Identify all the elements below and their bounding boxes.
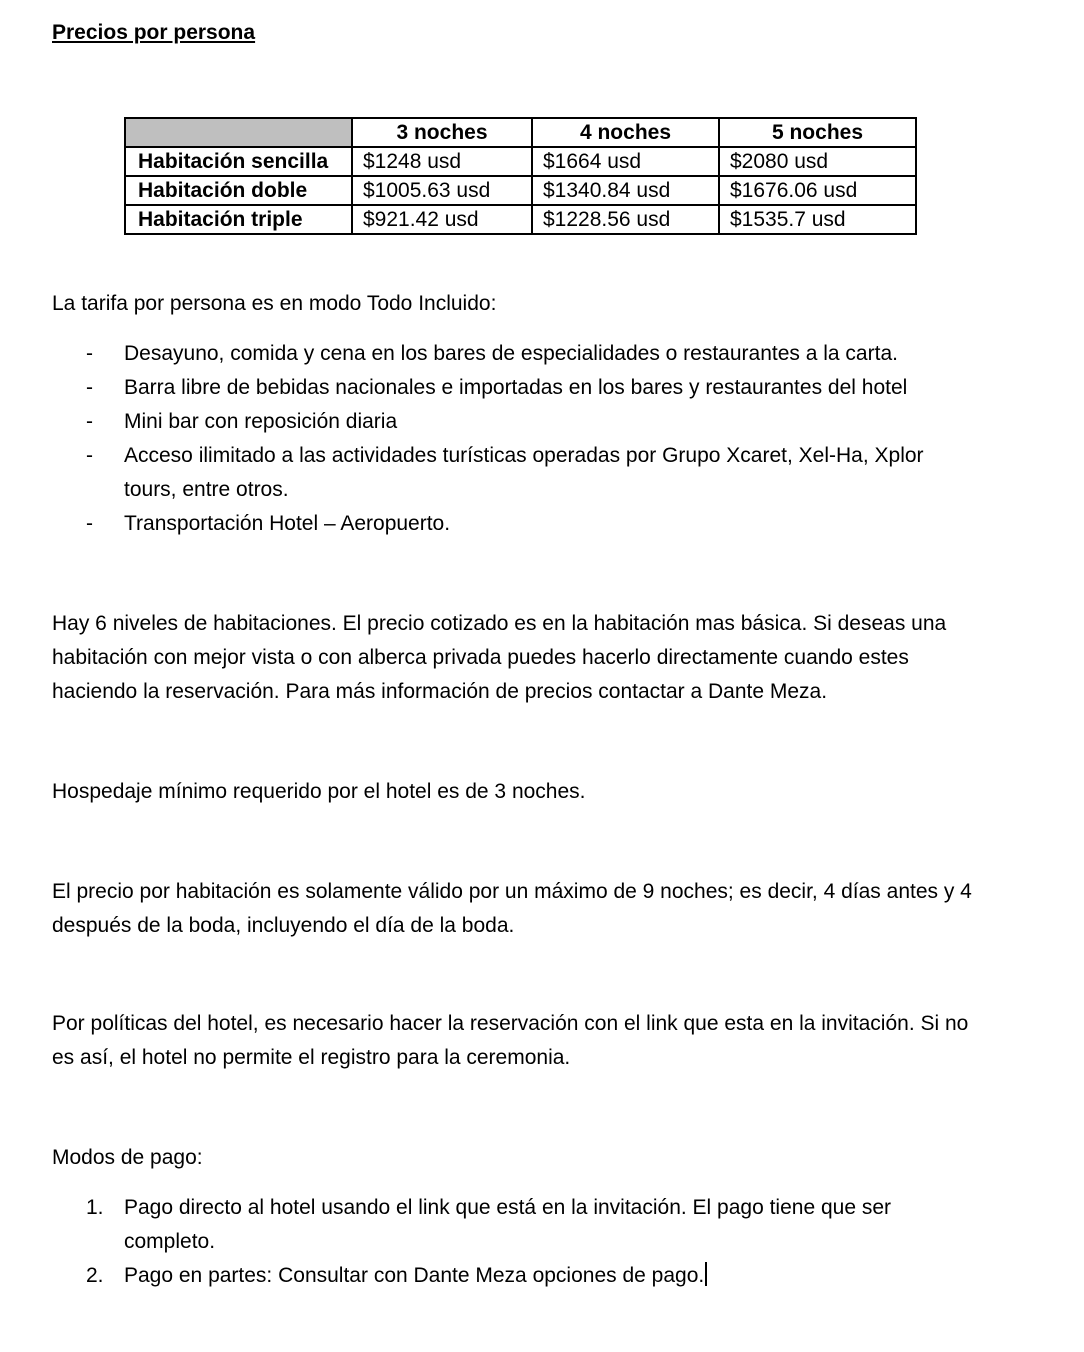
column-header: 5 noches [719, 118, 916, 147]
list-item-text: Acceso ilimitado a las actividades turísticas operadas por Grupo Xcaret, Xel-Ha, Xplor tours, entre otros. [124, 444, 924, 501]
intro-paragraph: La tarifa por persona es en modo Todo Incluido: [52, 292, 497, 315]
text-cursor [705, 1262, 707, 1286]
table-cell: $1228.56 usd [532, 205, 719, 234]
list-item-text: Pago en partes: Consultar con Dante Meza opciones de pago. [124, 1264, 705, 1287]
list-marker: - [86, 410, 93, 433]
list-item [52, 439, 1002, 507]
policy-paragraph: Por políticas del hotel, es necesario hacer la reservación con el link que esta en la invitación. Si no es así, el hotel no permite el registro para la ceremonia. [52, 1012, 969, 1069]
table-row [125, 205, 916, 234]
table-cell: $1248 usd [352, 147, 532, 176]
list-marker: - [86, 376, 93, 399]
list-marker: - [86, 444, 93, 467]
list-marker: 2. [86, 1264, 104, 1287]
list-item-text: Pago directo al hotel usando el link que está en la invitación. El pago tiene que ser completo. [124, 1196, 892, 1253]
list-item-text: Barra libre de bebidas nacionales e importadas en los bares y restaurantes del hotel [124, 376, 908, 399]
payment-heading: Modos de pago: [52, 1146, 203, 1169]
list-marker: - [86, 342, 93, 365]
list-item [52, 1191, 1002, 1259]
list-item-text: Mini bar con reposición diaria [124, 410, 398, 433]
table-cell: $1664 usd [532, 147, 719, 176]
page-title: Precios por persona [52, 21, 256, 44]
list-item [52, 1259, 1002, 1293]
table-cell: $2080 usd [719, 147, 916, 176]
table-header-row [125, 118, 916, 147]
list-item-text: Desayuno, comida y cena en los bares de especialidades o restaurantes a la carta. [124, 342, 898, 365]
table-cell: $1340.84 usd [532, 176, 719, 205]
price-table [124, 117, 917, 235]
table-cell: $1676.06 usd [719, 176, 916, 205]
minimum-stay-paragraph: Hospedaje mínimo requerido por el hotel es de 3 noches. [52, 780, 586, 803]
list-item [52, 405, 1002, 439]
list-marker: - [86, 512, 93, 535]
table-row [125, 176, 916, 205]
column-header: 3 noches [352, 118, 532, 147]
list-item [52, 371, 1002, 405]
list-item-text: Transportación Hotel – Aeropuerto. [124, 512, 451, 535]
row-header: Habitación sencilla [125, 147, 352, 176]
list-item [52, 507, 1002, 541]
inclusions-list [52, 337, 1002, 541]
table-cell: $921.42 usd [352, 205, 532, 234]
row-header: Habitación doble [125, 176, 352, 205]
list-marker: 1. [86, 1196, 104, 1219]
levels-paragraph: Hay 6 niveles de habitaciones. El precio cotizado es en la habitación mas básica. Si deseas una habitación con mejor vista o con alberca privada puedes hacerlo directamente cuando estes haciendo la reservación. Para más información de precios contactar a Dante Meza. [52, 612, 947, 703]
table-cell: $1535.7 usd [719, 205, 916, 234]
list-item [52, 337, 1002, 371]
table-cell: $1005.63 usd [352, 176, 532, 205]
table-row [125, 147, 916, 176]
validity-paragraph: El precio por habitación es solamente válido por un máximo de 9 noches; es decir, 4 días antes y 4 después de la boda, incluyendo el día de la boda. [52, 880, 972, 937]
row-header: Habitación triple [125, 205, 352, 234]
table-corner-cell [125, 118, 352, 147]
payment-list [52, 1191, 1002, 1293]
column-header: 4 noches [532, 118, 719, 147]
